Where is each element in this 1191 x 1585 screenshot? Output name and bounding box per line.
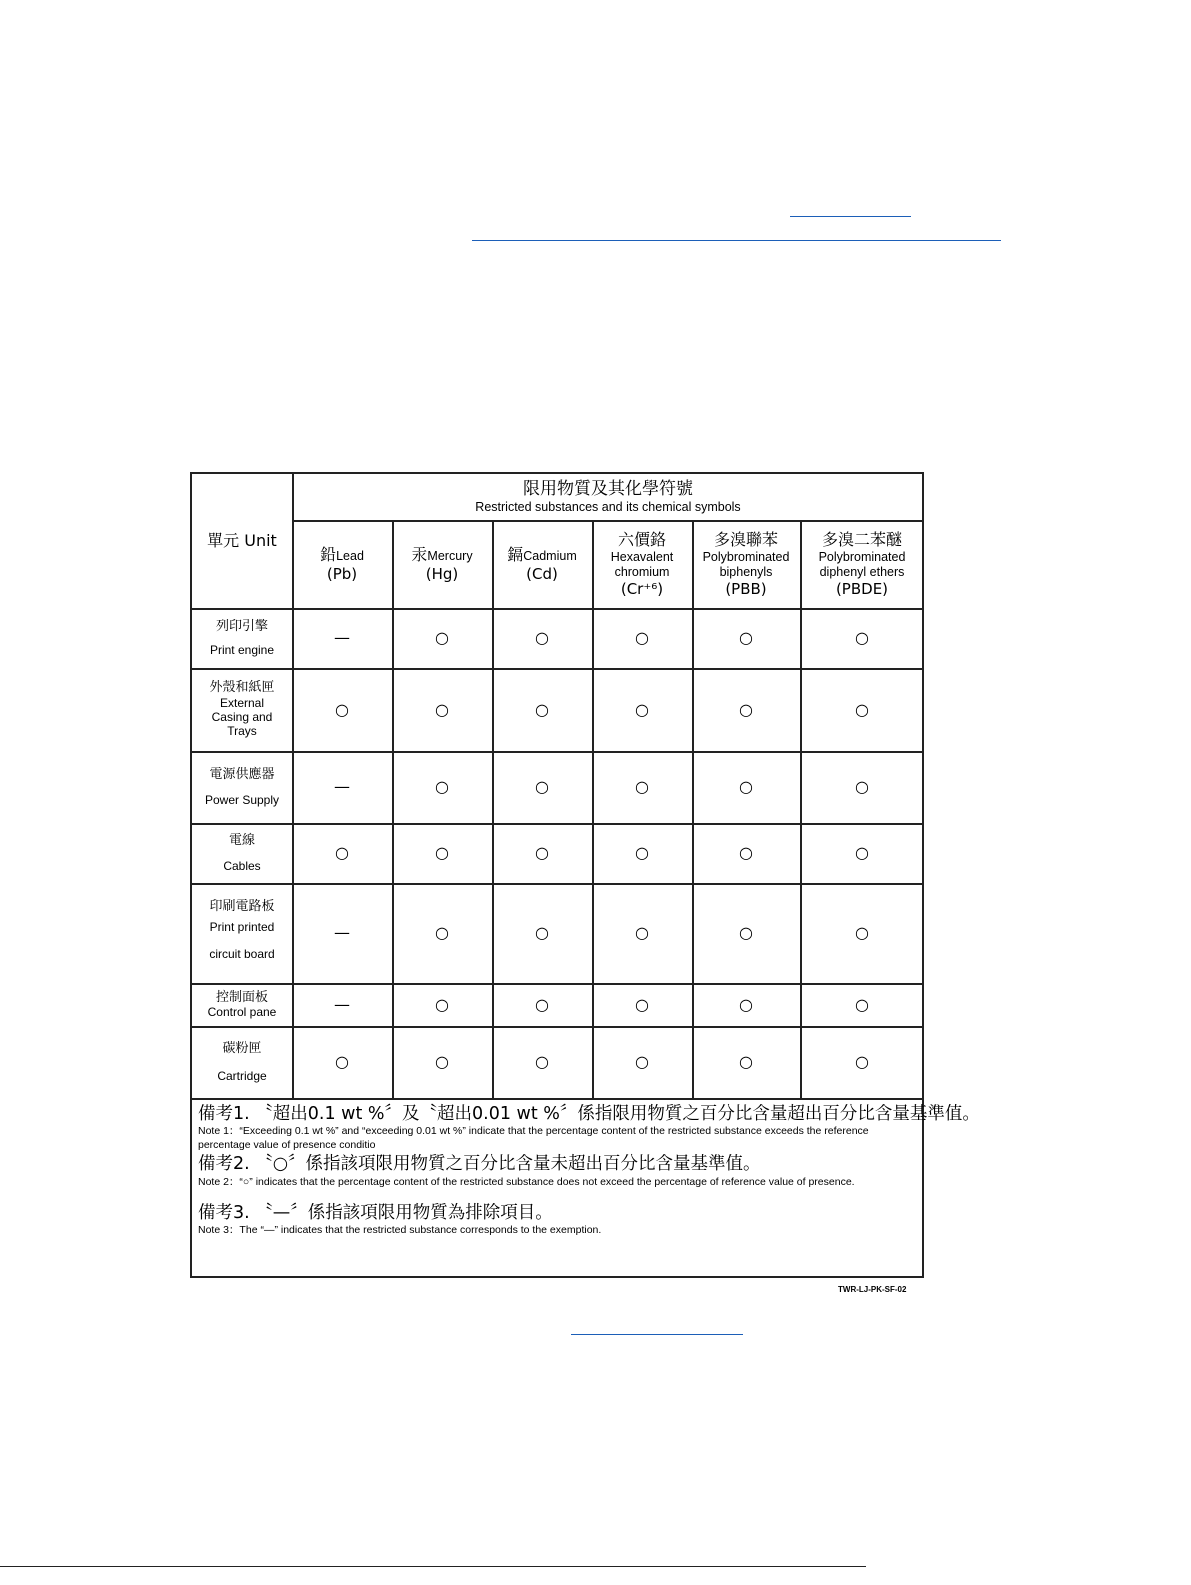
substance-header-mercury: 汞Mercury (Hg)	[411, 545, 473, 583]
row-label-control-panel: 控制面板 Control pane	[207, 989, 277, 1020]
table-cell-mark: ○	[635, 923, 649, 943]
note-3-zh: 備考3. 〝—〞係指該項限用物質為排除項目。	[198, 1202, 553, 1223]
hyperlink-underline-3[interactable]	[571, 1334, 743, 1335]
table-cell-mark: ○	[739, 994, 753, 1014]
table-cell-mark: ○	[435, 777, 449, 797]
table-cell-mark: ○	[739, 843, 753, 863]
table-cell-mark: —	[334, 777, 350, 797]
table-cell-mark: ○	[635, 699, 649, 719]
table-cell-mark: —	[334, 628, 350, 648]
table-cell-mark: ○	[535, 699, 549, 719]
table-cell-mark: ○	[855, 699, 869, 719]
table-cell-mark: —	[334, 994, 350, 1014]
hyperlink-underline-2[interactable]	[472, 240, 1001, 241]
table-cell-mark: ○	[739, 923, 753, 943]
table-cell-mark: ○	[855, 1052, 869, 1072]
substance-header-pbde: 多溴二苯醚 Polybrominated diphenyl ethers (PBDE)	[818, 530, 906, 598]
note-1-zh: 備考1. 〝超出0.1 wt %〞及〝超出0.01 wt %〞係指限用物質之百分比含量超出百分比含量基準值。	[198, 1104, 980, 1124]
table-cell-mark: ○	[855, 923, 869, 943]
table-cell-mark: ○	[335, 1052, 349, 1072]
note-3-en: Note 3：The “—” indicates that the restricted substance corresponds to the exemption.	[198, 1223, 602, 1236]
substances-group-header-en: Restricted substances and its chemical symbols	[475, 499, 741, 514]
form-code: TWR-LJ-PK-SF-02	[838, 1285, 907, 1294]
row-label-print-engine: 列印引擎 Print engine	[209, 619, 275, 657]
table-cell-mark: ○	[739, 1052, 753, 1072]
table-cell-mark: ○	[855, 994, 869, 1014]
row-label-cartridge: 碳粉匣 Cartridge	[217, 1041, 267, 1083]
restricted-substances-table	[190, 472, 980, 1278]
table-cell-mark: ○	[739, 699, 753, 719]
table-cell-mark: ○	[635, 1052, 649, 1072]
substance-header-hexavalent-chromium: 六價鉻 Hexavalent chromium (Cr⁺⁶)	[610, 530, 674, 598]
table-cell-mark: ○	[739, 777, 753, 797]
unit-column-header: 單元 Unit	[207, 531, 277, 551]
table-cell-mark: ○	[535, 777, 549, 797]
table-cell-mark: ○	[335, 699, 349, 719]
table-cell-mark: ○	[435, 923, 449, 943]
table-cell-mark: ○	[535, 923, 549, 943]
table-cell-mark: ○	[435, 843, 449, 863]
substance-header-cadmium: 鎘Cadmium (Cd)	[507, 545, 577, 583]
page-footer-rule	[0, 1566, 866, 1567]
note-2-zh: 備考2. 〝○〞係指該項限用物質之百分比含量未超出百分比含量基準值。	[198, 1154, 761, 1175]
table-cell-mark: ○	[435, 1052, 449, 1072]
table-cell-mark: ○	[855, 628, 869, 648]
substance-header-lead: 鉛Lead (Pb)	[320, 545, 364, 583]
table-cell-mark: ○	[635, 628, 649, 648]
table-cell-mark: ○	[535, 843, 549, 863]
table-cell-mark: ○	[535, 628, 549, 648]
substances-group-header-zh: 限用物質及其化學符號	[523, 479, 693, 500]
table-cell-mark: ○	[635, 777, 649, 797]
table-cell-mark: ○	[855, 843, 869, 863]
table-cell-mark: ○	[739, 628, 753, 648]
table-cell-mark: ○	[435, 994, 449, 1014]
substance-header-pbb: 多溴聯苯 Polybrominated biphenyls (PBB)	[702, 530, 790, 598]
row-label-external-casing: 外殼和紙匣 External Casing and Trays	[209, 680, 275, 739]
table-cell-mark: ○	[635, 843, 649, 863]
hyperlink-underline-1[interactable]	[790, 216, 911, 217]
table-cell-mark: ○	[855, 777, 869, 797]
table-cell-mark: ○	[435, 699, 449, 719]
table-cell-mark: ○	[535, 1052, 549, 1072]
row-label-cables: 電線 Cables	[223, 833, 261, 873]
table-cell-mark: ○	[335, 843, 349, 863]
table-cell-mark: ○	[435, 628, 449, 648]
row-label-power-supply: 電源供應器 Power Supply	[204, 767, 280, 807]
row-label-circuit-board: 印刷電路板 Print printed circuit board	[209, 898, 275, 961]
note-2-en: Note 2：“○” indicates that the percentage content of the restricted substance does not exceed the percentage of reference value of presence.	[198, 1175, 855, 1188]
note-1-en: Note 1：“Exceeding 0.1 wt %” and “exceeding 0.01 wt %” indicate that the percentage content of the restricted substance exceeds the reference percentage value of presence conditio	[198, 1125, 869, 1152]
table-cell-mark: ○	[635, 994, 649, 1014]
table-cell-mark: ○	[535, 994, 549, 1014]
table-notes	[192, 1102, 980, 1237]
table-cell-mark: —	[334, 923, 350, 943]
